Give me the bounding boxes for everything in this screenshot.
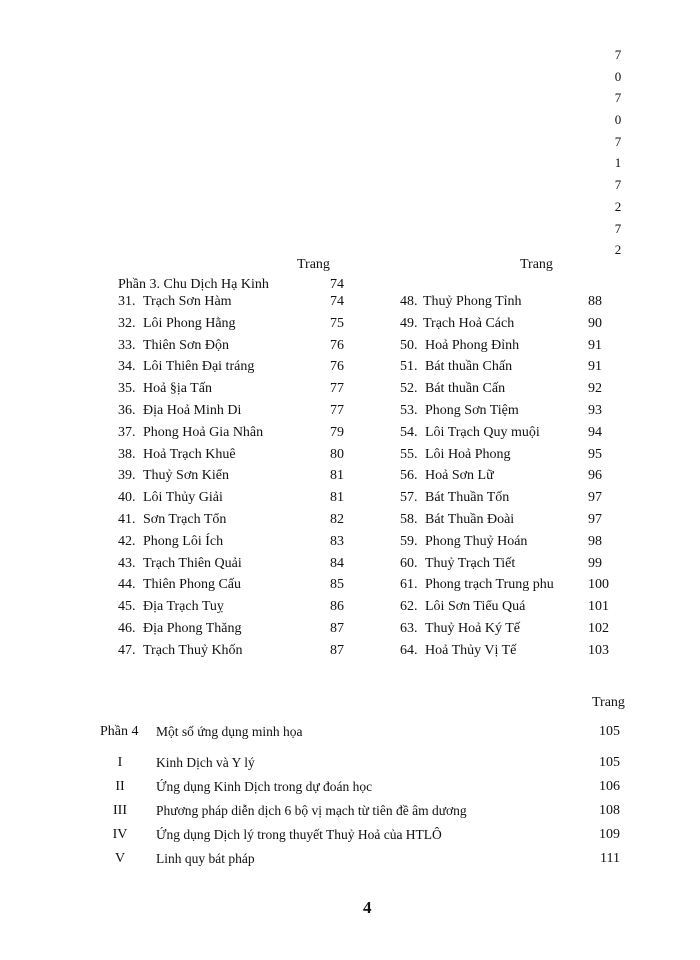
margin-digit: 0 [614, 68, 622, 84]
part4-heading-key: Phần 4 [100, 724, 139, 739]
entry-title: Lôi Thủy Giải [143, 490, 223, 506]
entry-key: IV [112, 827, 128, 842]
entry-title: Địa Phong Thăng [143, 620, 242, 636]
entry-page: 94 [588, 424, 602, 440]
entry-number: 60. [400, 555, 418, 571]
entry-key: V [114, 851, 126, 866]
entry-number: 32. [118, 315, 136, 331]
entry-title: Thiên Phong Cấu [143, 577, 241, 593]
entry-title: Thuỷ Phong Tỉnh [423, 294, 522, 309]
entry-number: 53. [400, 402, 418, 418]
entry-number: 61. [400, 577, 418, 593]
entry-page: 81 [330, 468, 344, 484]
entry-page: 105 [599, 755, 620, 770]
entry-page: 83 [330, 533, 344, 549]
page-number: 4 [363, 898, 372, 917]
entry-title: Hoả Sơn Lữ [425, 468, 494, 484]
margin-digit: 1 [614, 155, 622, 171]
entry-key: II [115, 779, 125, 794]
entry-title: Thiên Sơn Độn [143, 337, 229, 353]
entry-title: Trạch Hoả Cách [423, 315, 515, 331]
margin-digit: 7 [614, 220, 622, 236]
entry-number: 58. [400, 511, 418, 527]
entry-number: 50. [400, 337, 418, 353]
entry-number: 51. [400, 359, 418, 375]
part4-section [100, 720, 620, 871]
entry-page: 96 [588, 468, 602, 484]
entry-title: Lôi Trạch Quy muội [425, 424, 540, 440]
entry-title: Bát thuần Chấn [425, 359, 513, 375]
entry-page: 77 [330, 402, 344, 418]
entry-title: Kinh Dịch và Y lý [156, 755, 255, 770]
entry-number: 35. [118, 381, 136, 397]
entry-page: 77 [330, 381, 344, 397]
entry-number: 33. [118, 337, 136, 353]
entry-number: 31. [118, 294, 136, 309]
margin-digit: 7 [614, 90, 622, 106]
part4-heading-page: 105 [599, 724, 620, 739]
entry-key: III [113, 803, 127, 818]
entry-title: Phong Hoả Gia Nhân [143, 424, 264, 440]
entry-page: 102 [588, 620, 609, 636]
entry-number: 46. [118, 620, 136, 636]
entry-title: Ứng dụng Dịch lý trong thuyết Thuỷ Hoả của HTLÔ [156, 827, 442, 842]
entry-page: 91 [588, 337, 602, 353]
entry-number: 45. [118, 599, 136, 615]
entry-title: Hoả Trạch Khuê [143, 446, 236, 462]
entry-number: 39. [118, 468, 136, 484]
entry-number: 49. [400, 315, 418, 331]
entry-number: 48. [400, 294, 418, 309]
margin-digits [611, 44, 625, 261]
entry-page: 111 [600, 851, 620, 866]
entry-page: 85 [330, 577, 344, 593]
entry-page: 103 [588, 642, 609, 658]
entry-title: Phương pháp diễn dịch 6 bộ vị mạch từ tiên đề âm dương [156, 803, 467, 818]
entry-title: Linh quy bát pháp [156, 851, 255, 866]
entry-page: 92 [588, 381, 602, 397]
entry-number: 40. [118, 490, 136, 506]
entry-title: Bát thuần Cấn [425, 381, 506, 397]
entry-page: 87 [330, 620, 344, 636]
entry-page: 75 [330, 315, 344, 331]
entry-title: Trạch Thiên Quải [143, 555, 242, 571]
entry-page: 79 [330, 424, 344, 440]
entry-title: Thuỷ Trạch Tiết [425, 555, 516, 571]
entry-title: Thuỷ Sơn Kiển [143, 468, 229, 484]
entry-page: 82 [330, 511, 344, 527]
entry-title: Phong Lôi Ích [143, 533, 224, 549]
entry-title: Địa Hoả Minh Di [143, 402, 242, 418]
entry-title: Trạch Thuỷ Khốn [143, 642, 243, 658]
entry-page: 74 [330, 294, 344, 309]
entry-title: Hoả Phong Đỉnh [425, 337, 520, 353]
entry-number: 38. [118, 446, 136, 462]
entry-title: Lôi Phong Hằng [143, 315, 236, 331]
entry-page: 86 [330, 599, 344, 615]
entry-title: Bát Thuần Đoài [425, 511, 515, 527]
entry-key: I [117, 755, 123, 770]
entry-page: 99 [588, 555, 602, 571]
part4-entry [100, 823, 620, 847]
entry-page: 100 [588, 577, 609, 593]
part4-entry [100, 751, 620, 775]
margin-digit: 2 [614, 242, 622, 258]
entry-number: 56. [400, 468, 418, 484]
entry-title: Phong Sơn Tiệm [425, 402, 519, 418]
entry-number: 55. [400, 446, 418, 462]
page-column-header-left: Trang [297, 257, 330, 272]
entry-number: 44. [118, 577, 136, 593]
entry-title: Hoả §ịa Tấn [143, 381, 212, 397]
part4-entry [100, 799, 620, 823]
entry-number: 59. [400, 533, 418, 549]
entry-title: Phong Thuỷ Hoán [425, 533, 528, 549]
entry-page: 108 [599, 803, 620, 818]
entry-page: 95 [588, 446, 602, 462]
entry-number: 63. [400, 620, 418, 636]
entry-title: Lôi Sơn Tiểu Quá [425, 599, 526, 615]
entry-number: 41. [118, 511, 136, 527]
margin-digit: 7 [614, 47, 622, 62]
entry-page: 81 [330, 490, 344, 506]
page-column-header-right: Trang [520, 257, 553, 272]
entry-page: 101 [588, 599, 609, 615]
entry-page: 87 [330, 642, 344, 658]
entry-page: 97 [588, 511, 602, 527]
entry-page: 97 [588, 490, 602, 506]
entry-number: 62. [400, 599, 418, 615]
entry-number: 43. [118, 555, 136, 571]
margin-digit: 7 [614, 133, 622, 149]
entry-page: 76 [330, 359, 344, 375]
entry-number: 64. [400, 642, 418, 658]
entry-title: Hoả Thủy Vị Tế [425, 642, 517, 658]
part4-entry [100, 847, 620, 871]
entry-page: 91 [588, 359, 602, 375]
part3-heading-page: 74 [330, 277, 344, 292]
entry-page: 109 [599, 827, 620, 842]
part4-heading: Một số ứng dụng minh họa [156, 724, 303, 739]
entry-number: 52. [400, 381, 418, 397]
entry-title: Lôi Hoả Phong [425, 446, 511, 462]
entry-title: Sơn Trạch Tổn [143, 511, 227, 527]
entry-number: 57. [400, 490, 418, 506]
entry-title: Trạch Sơn Hàm [143, 294, 232, 309]
entry-page: 90 [588, 315, 602, 331]
entry-page: 84 [330, 555, 344, 571]
margin-digit: 2 [614, 198, 622, 214]
entry-title: Ứng dụng Kinh Dịch trong dự đoán học [156, 779, 373, 794]
entry-title: Địa Trạch Tuỵ [143, 599, 224, 615]
entry-number: 36. [118, 402, 136, 418]
entry-title: Thuỷ Hoả Ký Tế [425, 620, 520, 636]
entry-page: 88 [588, 294, 602, 309]
entry-number: 34. [118, 359, 136, 375]
entry-number: 37. [118, 424, 136, 440]
entry-title: Phong trạch Trung phu [425, 577, 554, 593]
entry-title: Lôi Thiên Đại tráng [143, 359, 255, 375]
entry-title: Bát Thuần Tốn [425, 490, 510, 506]
part4-entry [100, 775, 620, 799]
entry-number: 47. [118, 642, 136, 658]
part4-heading-row [100, 720, 620, 744]
entry-page: 93 [588, 402, 602, 418]
margin-digit: 0 [614, 112, 622, 128]
entry-page: 80 [330, 446, 344, 462]
entry-number: 42. [118, 533, 136, 549]
entry-number: 54. [400, 424, 418, 440]
entry-page: 98 [588, 533, 602, 549]
margin-digit: 7 [614, 177, 622, 193]
part3-heading: Phần 3. Chu Dịch Hạ Kinh [118, 277, 269, 292]
entry-page: 106 [599, 779, 620, 794]
entry-page: 76 [330, 337, 344, 353]
part4-page-header: Trang [592, 695, 625, 710]
